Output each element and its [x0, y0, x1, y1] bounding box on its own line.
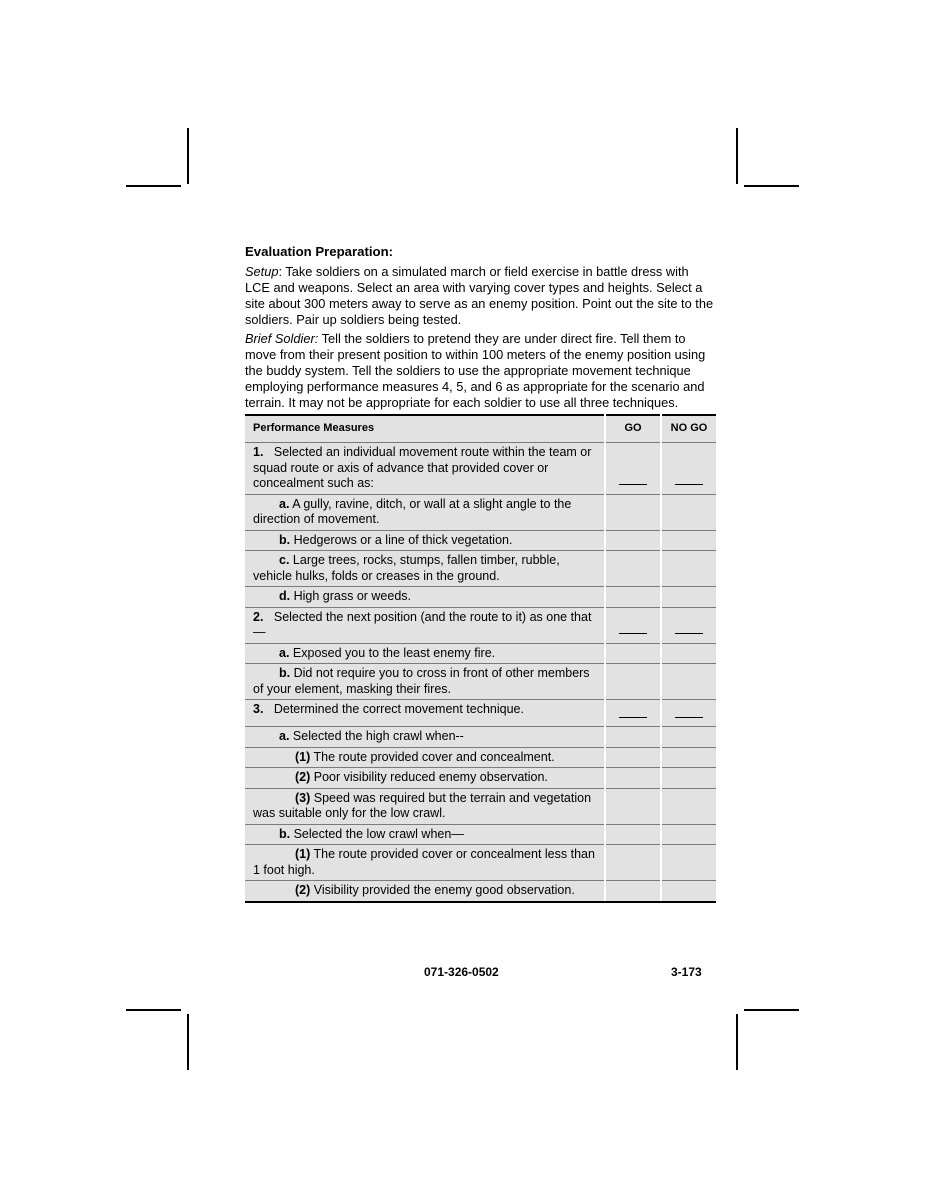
measure-cell: [245, 664, 605, 700]
measure-cell: [245, 643, 605, 664]
measure-number: c.: [279, 553, 290, 567]
nogo-blank: [675, 632, 703, 634]
table-row: [245, 824, 716, 845]
go-cell: [605, 768, 661, 789]
measure-text: High grass or weeds.: [293, 589, 412, 603]
measure-number: (2): [295, 770, 311, 784]
go-cell: [605, 845, 661, 881]
page-number: 3-173: [671, 965, 702, 979]
measure-cell: [245, 845, 605, 881]
measure-number: b.: [279, 532, 291, 547]
measure-cell: [245, 768, 605, 789]
crop-mark: [187, 128, 189, 184]
go-blank: [619, 632, 647, 634]
nogo-cell: [661, 747, 716, 768]
brief-lead: Brief Soldier:: [245, 331, 319, 346]
nogo-cell: [661, 587, 716, 608]
nogo-cell: [661, 700, 716, 727]
crop-mark: [736, 1014, 738, 1070]
nogo-cell: [661, 845, 716, 881]
measure-number: (1): [295, 847, 311, 861]
go-cell: [605, 881, 661, 902]
measure-number: a.: [279, 645, 290, 660]
measure-number: 3.: [253, 702, 264, 716]
table-row: [245, 443, 716, 495]
measure-number: 1.: [253, 445, 264, 459]
measure-number: (1): [295, 749, 311, 764]
measure-text: Exposed you to the least enemy fire.: [292, 645, 496, 660]
measure-text: Determined the correct movement technique.: [273, 702, 524, 716]
go-cell: [605, 443, 661, 495]
measure-text: The route provided cover or concealment less than 1 foot high.: [253, 847, 595, 877]
measure-cell: [245, 700, 605, 727]
page-content: [245, 244, 715, 903]
task-number: 071-326-0502: [424, 965, 499, 979]
measure-number: 2.: [253, 609, 264, 624]
table-row: [245, 587, 716, 608]
nogo-cell: [661, 881, 716, 902]
measure-number: d.: [279, 589, 291, 603]
go-cell: [605, 587, 661, 608]
nogo-cell: [661, 551, 716, 587]
measure-cell: [245, 607, 605, 643]
go-cell: [605, 494, 661, 530]
go-blank: [619, 483, 647, 485]
measure-text: Speed was required but the terrain and vegetation was suitable only for the low crawl.: [253, 790, 592, 820]
measure-number: a.: [279, 729, 290, 743]
crop-mark: [126, 185, 181, 187]
measure-cell: [245, 788, 605, 824]
go-cell: [605, 700, 661, 727]
go-cell: [605, 664, 661, 700]
measure-text: Did not require you to cross in front of other members of your element, masking their fires.: [253, 666, 590, 696]
table-row: [245, 700, 716, 727]
table-row: [245, 607, 716, 643]
measure-number: b.: [279, 826, 291, 841]
table-row: [245, 664, 716, 700]
go-cell: [605, 727, 661, 748]
crop-mark: [744, 1009, 799, 1011]
nogo-cell: [661, 768, 716, 789]
measure-text: A gully, ravine, ditch, or wall at a slight angle to the direction of movement.: [253, 496, 572, 526]
nogo-cell: [661, 643, 716, 664]
measure-text: Large trees, rocks, stumps, fallen timber, rubble, vehicle hulks, folds or creases in the ground.: [253, 553, 560, 583]
nogo-cell: [661, 494, 716, 530]
measure-number: b.: [279, 666, 291, 680]
nogo-cell: [661, 788, 716, 824]
go-cell: [605, 551, 661, 587]
nogo-cell: [661, 727, 716, 748]
nogo-blank: [675, 483, 703, 485]
table-row: [245, 727, 716, 748]
nogo-cell: [661, 824, 716, 845]
header-nogo: NO GO: [661, 415, 716, 443]
brief-paragraph: [245, 331, 715, 411]
setup-paragraph: [245, 264, 715, 328]
table-row: [245, 643, 716, 664]
go-cell: [605, 607, 661, 643]
table-row: [245, 881, 716, 902]
measure-cell: [245, 494, 605, 530]
nogo-cell: [661, 664, 716, 700]
header-measures: Performance Measures: [245, 415, 605, 443]
go-cell: [605, 643, 661, 664]
go-blank: [619, 716, 647, 718]
measure-number: a.: [279, 496, 290, 511]
nogo-cell: [661, 530, 716, 551]
setup-text: : Take soldiers on a simulated march or field exercise in battle dress with LCE and weapons. Select an area with varying cover types and heights. Select a site about 300 meters away to serve as an enemy position. Point out the site to the soldiers. Pair up soldiers being tested.: [245, 264, 714, 327]
section-heading: Evaluation Preparation:: [245, 244, 394, 259]
setup-lead: Setup: [245, 264, 279, 279]
measure-text: Visibility provided the enemy good observation.: [313, 883, 575, 897]
table-row: [245, 788, 716, 824]
crop-mark: [736, 128, 738, 184]
measure-number: (3): [295, 790, 311, 805]
measure-cell: [245, 727, 605, 748]
go-cell: [605, 530, 661, 551]
measure-text: Selected the next position (and the route to it) as one that—: [253, 609, 592, 639]
nogo-cell: [661, 443, 716, 495]
measure-text: Poor visibility reduced enemy observation.: [313, 770, 548, 784]
go-cell: [605, 747, 661, 768]
measure-cell: [245, 530, 605, 551]
measure-cell: [245, 881, 605, 902]
crop-mark: [187, 1014, 189, 1070]
table-row: [245, 551, 716, 587]
measure-text: Selected an individual movement route within the team or squad route or axis of advance that provided cover or concealment such as:: [253, 445, 592, 490]
go-cell: [605, 788, 661, 824]
table-row: [245, 530, 716, 551]
measure-text: Hedgerows or a line of thick vegetation.: [293, 532, 513, 547]
nogo-blank: [675, 716, 703, 718]
table-row: [245, 494, 716, 530]
table-row: [245, 845, 716, 881]
measure-number: (2): [295, 883, 311, 897]
measure-cell: [245, 443, 605, 495]
table-row: [245, 747, 716, 768]
measure-cell: [245, 824, 605, 845]
performance-measures-table: [245, 414, 716, 903]
measure-text: The route provided cover and concealment.: [313, 749, 555, 764]
nogo-cell: [661, 607, 716, 643]
go-cell: [605, 824, 661, 845]
measure-text: Selected the low crawl when—: [293, 826, 464, 841]
measure-text: Selected the high crawl when--: [292, 729, 464, 743]
measure-cell: [245, 551, 605, 587]
table-row: [245, 768, 716, 789]
measure-cell: [245, 747, 605, 768]
crop-mark: [126, 1009, 181, 1011]
crop-mark: [744, 185, 799, 187]
measure-cell: [245, 587, 605, 608]
header-go: GO: [605, 415, 661, 443]
table-header-row: [245, 415, 716, 443]
brief-text: Tell the soldiers to pretend they are under direct fire. Tell them to move from their present position to within 100 meters of the enemy position using the buddy system. Tell the soldiers to use the appropriate movement technique employing performance measures 4, 5, and 6 as appropriate for the scenario and terrain. It may not be appropriate for each soldier to use all three techniques.: [245, 331, 706, 410]
